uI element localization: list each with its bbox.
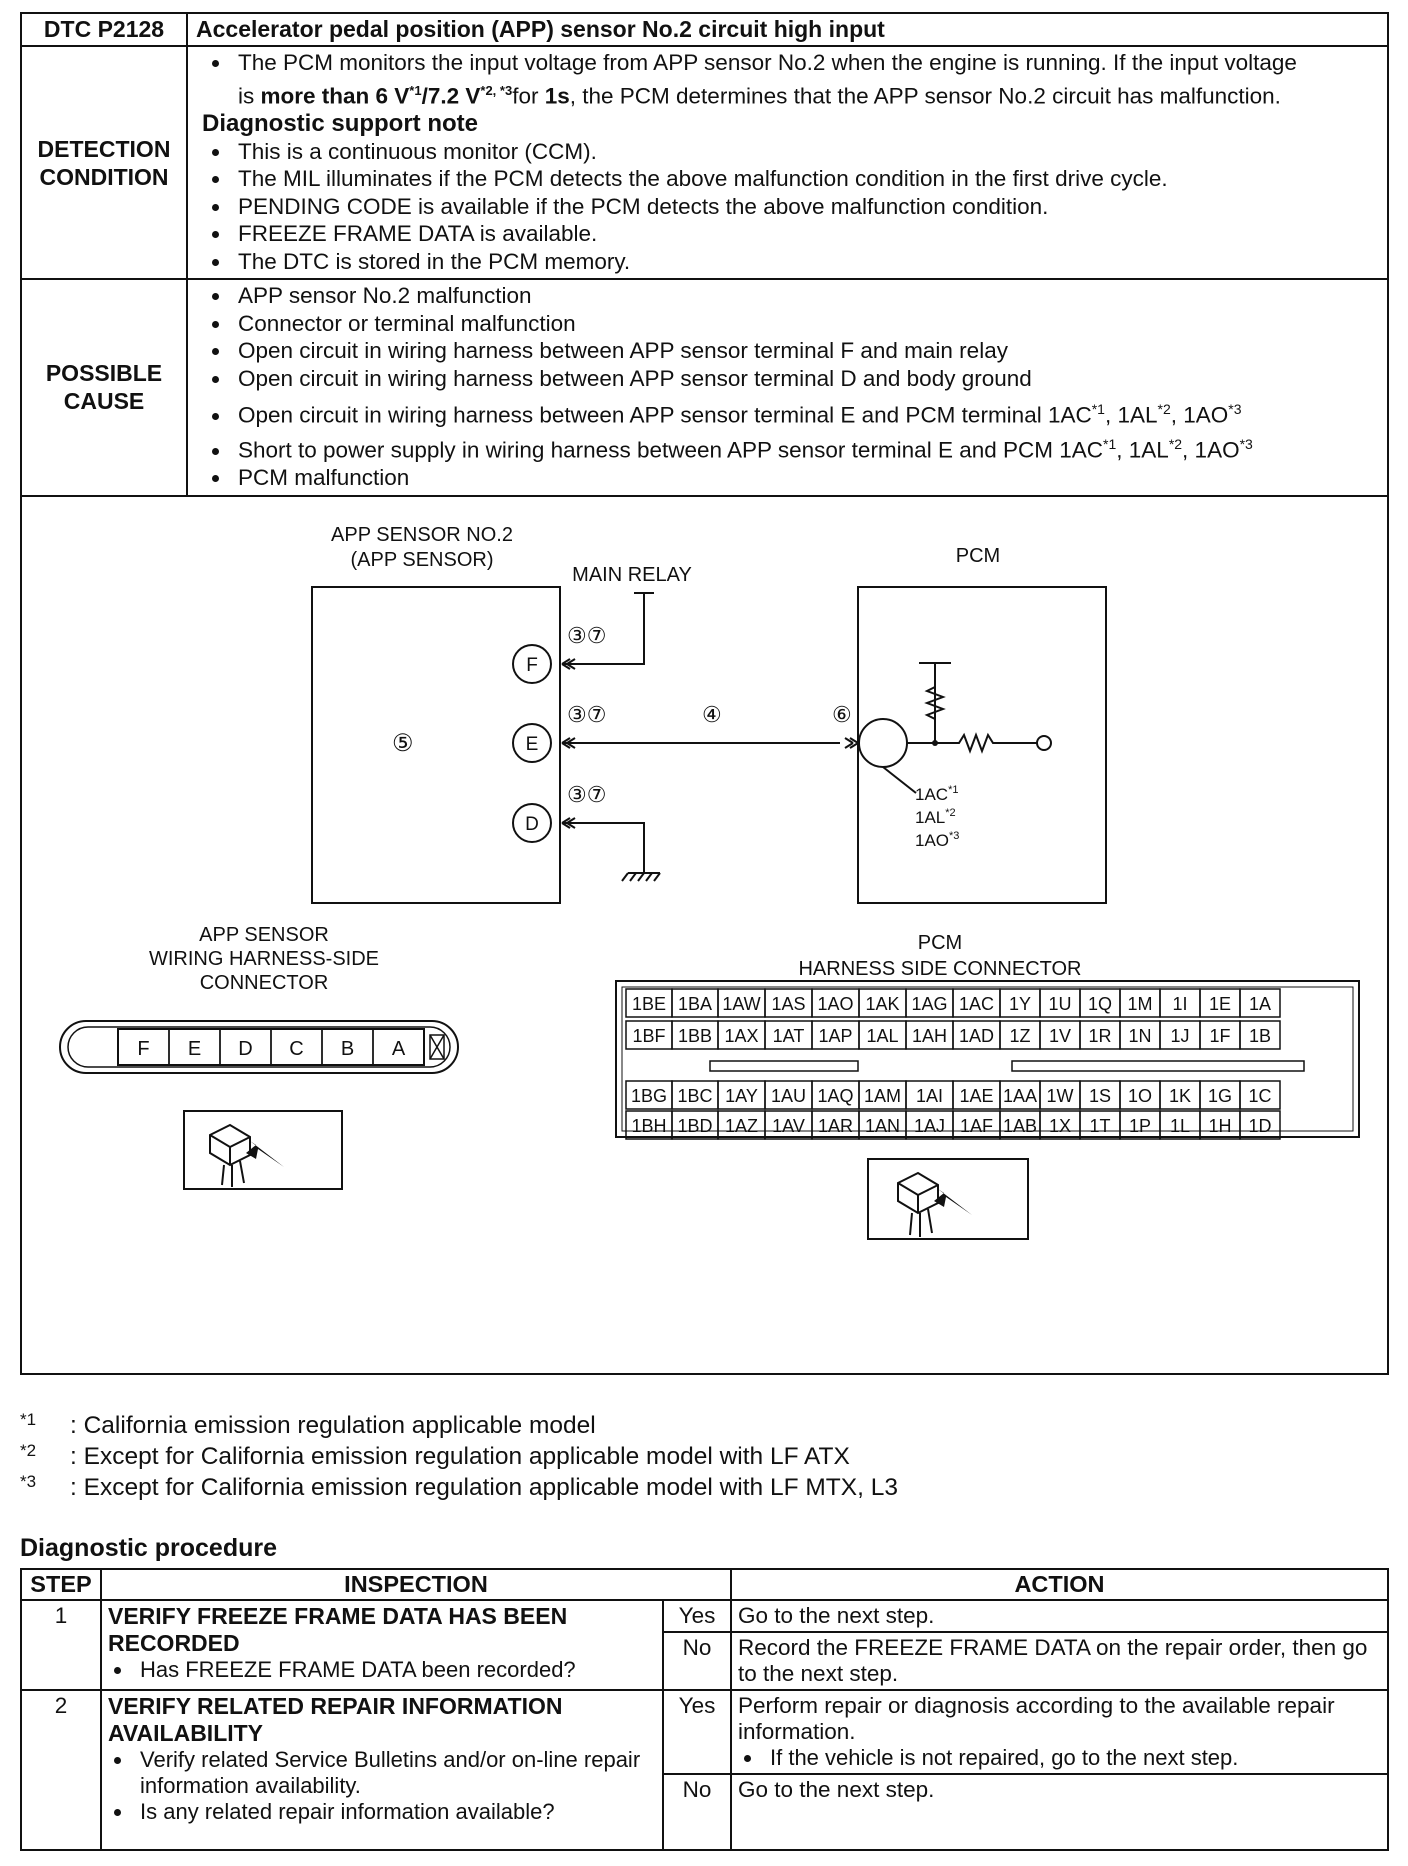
svg-text:1O: 1O — [1127, 1085, 1153, 1106]
support-note: • FREEZE FRAME DATA is available. — [232, 220, 1383, 248]
app-connector-title-1: APP SENSOR — [199, 923, 329, 946]
pcm-connector-pin — [1120, 1111, 1160, 1139]
svg-text:1AW: 1AW — [722, 993, 761, 1014]
pcm-connector-pin — [1000, 989, 1040, 1017]
step1-no: No — [663, 1632, 731, 1690]
svg-text:1B: 1B — [1248, 1025, 1272, 1046]
svg-text:B: B — [340, 1037, 355, 1060]
svg-text:1AP: 1AP — [818, 1025, 853, 1046]
svg-text:E: E — [187, 1037, 202, 1060]
svg-text:1A: 1A — [1248, 993, 1272, 1014]
footnote: *1 : California emission regulation applicable model — [20, 1410, 596, 1439]
cause-item: • Open circuit in wiring harness between APP sensor terminal D and body ground — [232, 365, 1383, 393]
step2-yes: Yes — [663, 1690, 731, 1774]
svg-text:1J: 1J — [1170, 1025, 1190, 1046]
pcm-connector-title-2: HARNESS SIDE CONNECTOR — [798, 957, 1082, 980]
pcm-connector-pin — [1000, 1081, 1040, 1109]
svg-text:1K: 1K — [1168, 1085, 1192, 1106]
svg-text:1BD: 1BD — [677, 1115, 713, 1136]
step2-no: No — [663, 1774, 731, 1850]
pcm-connector-pin — [1160, 1021, 1200, 1049]
svg-text:1T: 1T — [1089, 1115, 1111, 1136]
pcm-connector-pin — [1040, 1021, 1080, 1049]
possible-cause-list — [188, 282, 1383, 492]
pcm-pin-1al: 1AL$^{*2}$ — [915, 806, 956, 827]
svg-text:1Q: 1Q — [1087, 993, 1113, 1014]
pcm-connector-pin — [1040, 1111, 1080, 1139]
pcm-internal-circuit — [859, 663, 1051, 793]
svg-text:1AI: 1AI — [915, 1085, 944, 1106]
app-connector-title-2: WIRING HARNESS-SIDE — [148, 947, 380, 970]
support-note: • The MIL illuminates if the PCM detects the above malfunction condition in the first drive cycle. — [232, 165, 1383, 193]
diagnostic-procedure-title: Diagnostic procedure — [20, 1534, 277, 1562]
svg-text:1AD: 1AD — [958, 1025, 995, 1046]
step2-no-action: Go to the next step. — [731, 1774, 1388, 1850]
pcm-connector-pin — [672, 1021, 718, 1049]
pcm-connector-pin — [1240, 1021, 1280, 1049]
app-sensor-title: APP SENSOR NO.2 — [331, 523, 513, 546]
callout-37-d: ③⑦ — [567, 781, 607, 807]
callout-37-e: ③⑦ — [567, 701, 607, 727]
pcm-connector-pin — [906, 989, 953, 1017]
svg-text:1AQ: 1AQ — [817, 1085, 854, 1106]
pcm-connector-pin — [859, 1111, 906, 1139]
app-sensor-connector — [60, 1021, 458, 1073]
pcm-connector-title-1: PCM — [917, 931, 963, 954]
pcm-harness-connector — [616, 981, 1359, 1139]
dtc-title: Accelerator pedal position (APP) sensor No.2 circuit high input — [187, 13, 1388, 46]
col-inspection: INSPECTION — [101, 1569, 731, 1600]
footnote: *2 : Except for California emission regulation applicable model with LF ATX — [20, 1441, 850, 1470]
svg-text:C: C — [289, 1037, 304, 1060]
svg-text:1AV: 1AV — [772, 1115, 805, 1136]
pcm-connector-pin — [626, 1081, 672, 1109]
svg-text:1H: 1H — [1208, 1115, 1232, 1136]
svg-text:1AZ: 1AZ — [724, 1115, 759, 1136]
svg-text:1AB: 1AB — [1002, 1115, 1038, 1136]
detection-label: DETECTION CONDITION — [21, 46, 187, 279]
callout-37-f: ③⑦ — [567, 622, 607, 648]
svg-text:1BA: 1BA — [677, 993, 713, 1014]
svg-text:1S: 1S — [1088, 1085, 1112, 1106]
step1-yes-action: Go to the next step. — [731, 1600, 1388, 1632]
step-number: 1 — [21, 1600, 101, 1690]
svg-text:1AM: 1AM — [863, 1085, 902, 1106]
cause-item: • PCM malfunction — [232, 464, 1383, 492]
pcm-connector-pin — [1120, 1021, 1160, 1049]
svg-text:1E: 1E — [1208, 993, 1232, 1014]
svg-text:1F: 1F — [1209, 1025, 1231, 1046]
svg-text:1AL: 1AL — [866, 1025, 899, 1046]
svg-text:1AU: 1AU — [770, 1085, 807, 1106]
cause-item: • Short to power supply in wiring harness between APP sensor terminal E and PCM 1AC$^{*1}$, 1AL$^{*2}$, 1AO$^{*3}$ — [232, 431, 1383, 464]
wiring-diagram-cell — [21, 496, 1388, 1374]
pcm-connector-pin — [718, 989, 765, 1017]
diagnostic-support-note-heading: Diagnostic support note — [202, 109, 478, 137]
app-connector-pin — [118, 1029, 169, 1065]
pcm-connector-pin — [859, 1021, 906, 1049]
svg-text:1P: 1P — [1128, 1115, 1152, 1136]
footnote: *3 : Except for California emission regulation applicable model with LF MTX, L3 — [20, 1472, 898, 1501]
pcm-pin-1ac: 1AC$^{*1}$ — [915, 783, 959, 804]
svg-text:1BH: 1BH — [631, 1115, 667, 1136]
pcm-connector-pin — [1200, 1111, 1240, 1139]
cause-item: • Connector or terminal malfunction — [232, 310, 1383, 338]
pcm-connector-pin — [718, 1021, 765, 1049]
pcm-connector-pin — [953, 989, 1000, 1017]
pcm-connector-pin — [1200, 989, 1240, 1017]
svg-text:1W: 1W — [1046, 1085, 1074, 1106]
terminal-d — [513, 804, 551, 842]
cause-item: • Open circuit in wiring harness between APP sensor terminal E and PCM terminal 1AC$^{*1}$, 1AL$^{*2}$, 1AO$^{*3}$ — [232, 396, 1383, 429]
detection-main-list — [188, 49, 1383, 110]
pcm-connector-pin — [765, 1111, 812, 1139]
pcm-connector-pin — [1080, 1081, 1120, 1109]
pcm-connector-pin — [1240, 1111, 1280, 1139]
pcm-connector-pin — [906, 1111, 953, 1139]
pcm-connector-pin — [1200, 1021, 1240, 1049]
svg-text:1Y: 1Y — [1008, 993, 1032, 1014]
app-connector-pin — [271, 1029, 322, 1065]
detection-rule: • The PCM monitors the input voltage from APP sensor No.2 when the engine is running. If the input voltage is more than 6 $V^{*1}/7.2$ $V^{*2, *3}for$ 1s, the PCM determines that the APP sensor No.2 circuit has malfunction. — [232, 49, 1383, 110]
svg-text:1AH: 1AH — [911, 1025, 948, 1046]
svg-text:1V: 1V — [1048, 1025, 1072, 1046]
svg-text:1AR: 1AR — [817, 1115, 854, 1136]
app-connector-pin — [220, 1029, 271, 1065]
svg-text:1I: 1I — [1172, 993, 1188, 1014]
svg-text:1AK: 1AK — [865, 993, 900, 1014]
svg-text:1AO: 1AO — [817, 993, 854, 1014]
callout-4: ④ — [702, 701, 722, 727]
svg-text:1Z: 1Z — [1009, 1025, 1031, 1046]
svg-text:1C: 1C — [1248, 1085, 1272, 1106]
svg-text:1BB: 1BB — [677, 1025, 713, 1046]
support-note: • The DTC is stored in the PCM memory. — [232, 248, 1383, 276]
svg-text:1G: 1G — [1207, 1085, 1233, 1106]
step-number: 2 — [21, 1690, 101, 1850]
terminal-e — [513, 724, 551, 762]
app-connector-title-3: CONNECTOR — [199, 971, 329, 994]
step2-inspection: VERIFY RELATED REPAIR INFORMATION AVAILABILITY • Verify related Service Bulletins and/or on-line repair information availability. • Is any related repair information available? — [101, 1690, 663, 1850]
pcm-connector-pin — [1080, 1111, 1120, 1139]
svg-text:1AY: 1AY — [725, 1085, 758, 1106]
pcm-connector-pin — [765, 989, 812, 1017]
pcm-connector-pin — [859, 989, 906, 1017]
pcm-connector-pin — [906, 1021, 953, 1049]
pcm-connector-pin — [1000, 1111, 1040, 1139]
svg-text:1AJ: 1AJ — [913, 1115, 946, 1136]
pcm-connector-pin — [953, 1021, 1000, 1049]
dtc-table — [20, 12, 1389, 1375]
svg-text:1M: 1M — [1127, 993, 1153, 1014]
pcm-connector-pin — [812, 989, 859, 1017]
svg-text:1BF: 1BF — [632, 1025, 666, 1046]
pcm-connector-pin — [953, 1081, 1000, 1109]
svg-text:1BC: 1BC — [677, 1085, 713, 1106]
pcm-connector-pin — [906, 1081, 953, 1109]
pcm-connector-pin — [626, 989, 672, 1017]
pcm-connector-pin — [1120, 989, 1160, 1017]
svg-text:1AS: 1AS — [771, 993, 806, 1014]
pcm-connector-pin — [1240, 989, 1280, 1017]
pcm-connector-pin — [672, 1111, 718, 1139]
svg-text:1AN: 1AN — [864, 1115, 901, 1136]
pcm-connector-pin — [1120, 1081, 1160, 1109]
terminal-f — [513, 645, 551, 683]
connector-view-icon — [868, 1159, 1028, 1239]
detection-content — [187, 46, 1388, 279]
svg-text:1D: 1D — [1248, 1115, 1272, 1136]
pcm-connector-pin — [1040, 1081, 1080, 1109]
svg-text:D: D — [525, 813, 539, 835]
pcm-connector-pin — [1080, 1021, 1120, 1049]
svg-text:D: D — [238, 1037, 253, 1060]
pcm-connector-pin — [953, 1111, 1000, 1139]
pcm-connector-pin — [1000, 1021, 1040, 1049]
support-note: • This is a continuous monitor (CCM). — [232, 138, 1383, 166]
svg-text:1BG: 1BG — [630, 1085, 668, 1106]
app-connector-pin — [322, 1029, 373, 1065]
pcm-connector-pin — [812, 1021, 859, 1049]
svg-text:F: F — [137, 1037, 150, 1060]
step1-inspection: VERIFY FREEZE FRAME DATA HAS BEEN RECORDED • Has FREEZE FRAME DATA been recorded? — [101, 1600, 663, 1690]
svg-text:1AG: 1AG — [911, 993, 948, 1014]
svg-text:1L: 1L — [1169, 1115, 1191, 1136]
wiring-diagram — [22, 497, 1387, 1373]
pcm-connector-pin — [1200, 1081, 1240, 1109]
possible-cause-content — [187, 279, 1388, 496]
step1-yes: Yes — [663, 1600, 731, 1632]
pcm-connector-pin — [1040, 989, 1080, 1017]
pcm-connector-pin — [1240, 1081, 1280, 1109]
pcm-connector-pin — [718, 1111, 765, 1139]
svg-text:F: F — [526, 654, 538, 676]
svg-text:1AF: 1AF — [959, 1115, 994, 1136]
connector-view-icon — [184, 1111, 342, 1189]
callout-6: ⑥ — [832, 701, 852, 727]
col-step: STEP — [21, 1569, 101, 1600]
support-notes-list — [188, 138, 1383, 276]
pcm-connector-pin — [812, 1081, 859, 1109]
pcm-connector-pin — [1160, 989, 1200, 1017]
svg-text:1N: 1N — [1128, 1025, 1152, 1046]
main-relay-label: MAIN RELAY — [572, 563, 692, 586]
step2-yes-action: Perform repair or diagnosis according to the available repair information. • If the vehicle is not repaired, go to the next step. — [731, 1690, 1388, 1774]
pcm-label: PCM — [955, 544, 1001, 567]
pcm-connector-pin — [626, 1111, 672, 1139]
col-action: ACTION — [731, 1569, 1388, 1600]
callout-5: ⑤ — [392, 729, 414, 757]
svg-text:E: E — [525, 733, 539, 755]
svg-text:A: A — [391, 1037, 406, 1060]
svg-text:1AX: 1AX — [724, 1025, 759, 1046]
support-note: • PENDING CODE is available if the PCM detects the above malfunction condition. — [232, 193, 1383, 221]
svg-text:1AE: 1AE — [959, 1085, 994, 1106]
svg-text:1AC: 1AC — [958, 993, 995, 1014]
svg-text:1AT: 1AT — [772, 1025, 805, 1046]
svg-text:1BE: 1BE — [631, 993, 667, 1014]
svg-text:1AA: 1AA — [1002, 1085, 1038, 1106]
footnotes — [20, 1410, 898, 1503]
app-sensor-subtitle: (APP SENSOR) — [350, 548, 494, 571]
svg-text:1U: 1U — [1048, 993, 1072, 1014]
pcm-connector-pin — [859, 1081, 906, 1109]
dtc-code: DTC P2128 — [21, 13, 187, 46]
app-connector-pin — [169, 1029, 220, 1065]
svg-text:1X: 1X — [1048, 1115, 1072, 1136]
pcm-pin-1ao: 1AO$^{*3}$ — [915, 829, 960, 850]
pcm-connector-pin — [765, 1021, 812, 1049]
diagnostic-procedure-table — [20, 1568, 1389, 1851]
pcm-connector-pin — [718, 1081, 765, 1109]
pcm-connector-pin — [812, 1111, 859, 1139]
pcm-connector-pin — [626, 1021, 672, 1049]
step1-no-action: Record the FREEZE FRAME DATA on the repair order, then go to the next step. — [731, 1632, 1388, 1690]
pcm-connector-pin — [672, 989, 718, 1017]
app-connector-pin — [373, 1029, 424, 1065]
pcm-connector-pin — [1160, 1081, 1200, 1109]
pcm-connector-pin — [765, 1081, 812, 1109]
pcm-connector-pin — [672, 1081, 718, 1109]
pcm-connector-pin — [1080, 989, 1120, 1017]
pcm-connector-pin — [1160, 1111, 1200, 1139]
cause-item: • Open circuit in wiring harness between APP sensor terminal F and main relay — [232, 337, 1383, 365]
svg-text:1R: 1R — [1088, 1025, 1112, 1046]
possible-cause-label: POSSIBLE CAUSE — [21, 279, 187, 496]
cause-item: • APP sensor No.2 malfunction — [232, 282, 1383, 310]
